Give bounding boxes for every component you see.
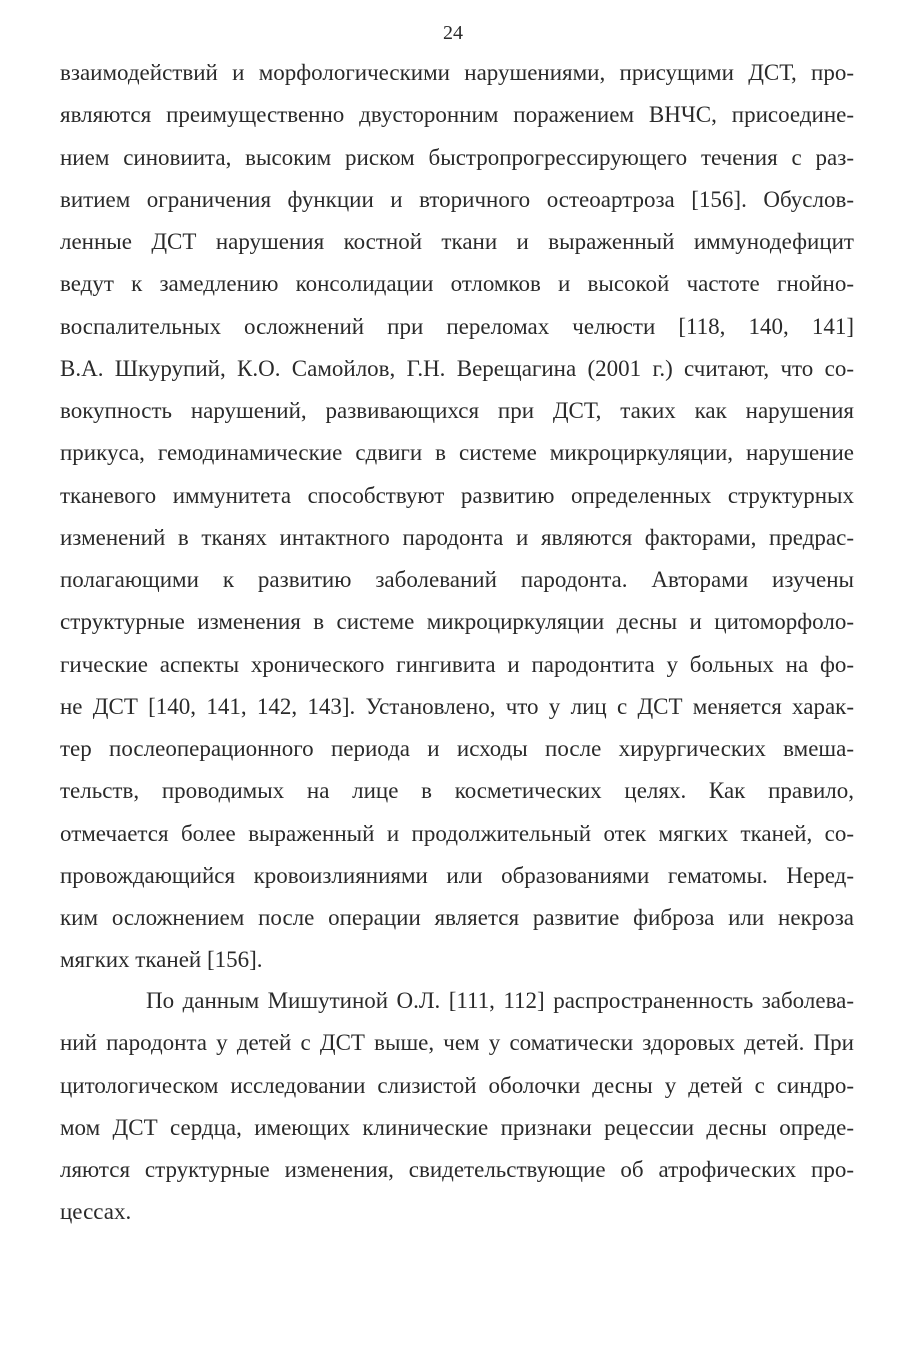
paragraph-2 <box>60 980 854 1234</box>
text-line: не ДСТ [140, 141, 142, 143]. Установлено, что у лиц с ДСТ меняется харак- <box>60 693 854 719</box>
text-line: В.А. Шкурупий, К.О. Самойлов, Г.Н. Верещагина (2001 г.) считают, что со- <box>60 355 854 381</box>
text-line: ляются структурные изменения, свидетельствующие об атрофических про- <box>60 1157 854 1182</box>
text-line: нием синовиита, высоким риском быстропрогрессирующего течения с раз- <box>60 144 854 170</box>
text-line: вокупность нарушений, развивающихся при ДСТ, таких как нарушения <box>60 398 854 423</box>
text-line: воспалительных осложнений при переломах челюсти [118, 140, 141] <box>60 313 854 339</box>
text-line: структурные изменения в системе микроциркуляции десны и цитоморфоло- <box>60 609 854 635</box>
text-line: гические аспекты хронического гингивита и пародонтита у больных на фо- <box>60 651 854 677</box>
text-line: ким осложнением после операции является развитие фиброза или некроза <box>60 905 854 930</box>
text-line: мягких тканей [156]. <box>60 947 263 973</box>
text-line: провождающийся кровоизлияниями или образованиями гематомы. Неред- <box>60 862 854 888</box>
text-line: ведут к замедлению консолидации отломков и высокой частоте гнойно- <box>60 271 854 297</box>
text-line: мом ДСТ сердца, имеющих клинические признаки рецессии десны опреде- <box>60 1114 854 1140</box>
paragraph-1 <box>60 52 854 982</box>
text-line: являются преимущественно двусторонним поражением ВНЧС, присоедине- <box>60 102 854 128</box>
text-line: полагающими к развитию заболеваний пародонта. Авторами изучены <box>60 567 854 592</box>
text-line: взаимодействий и морфологическими нарушениями, присущими ДСТ, про- <box>60 60 854 85</box>
text-line: отмечается более выраженный и продолжительный отек мягких тканей, со- <box>60 820 854 846</box>
text-line: ний пародонта у детей с ДСТ выше, чем у соматически здоровых детей. При <box>60 1030 854 1056</box>
text-line: ленные ДСТ нарушения костной ткани и выраженный иммунодефицит <box>60 229 854 254</box>
text-line: тер послеоперационного периода и исходы после хирургических вмеша- <box>60 736 854 761</box>
text-line: По данным Мишутиной О.Л. [111, 112] распространенность заболева- <box>146 988 854 1013</box>
text-line: цитологическом исследовании слизистой оболочки десны у детей с синдро- <box>60 1072 854 1098</box>
text-line: тельств, проводимых на лице в косметических целях. Как правило, <box>60 778 854 804</box>
text-line: тканевого иммунитета способствуют развитию определенных структурных <box>60 482 854 508</box>
text-line: прикуса, гемодинамические сдвиги в системе микроциркуляции, нарушение <box>60 440 854 466</box>
text-line: цессах. <box>60 1199 132 1225</box>
text-line: изменений в тканях интактного пародонта и являются факторами, предрас- <box>60 524 854 550</box>
text-line: витием ограничения функции и вторичного остеоартроза [156]. Обуслов- <box>60 186 854 212</box>
page-number: 24 <box>443 22 463 44</box>
